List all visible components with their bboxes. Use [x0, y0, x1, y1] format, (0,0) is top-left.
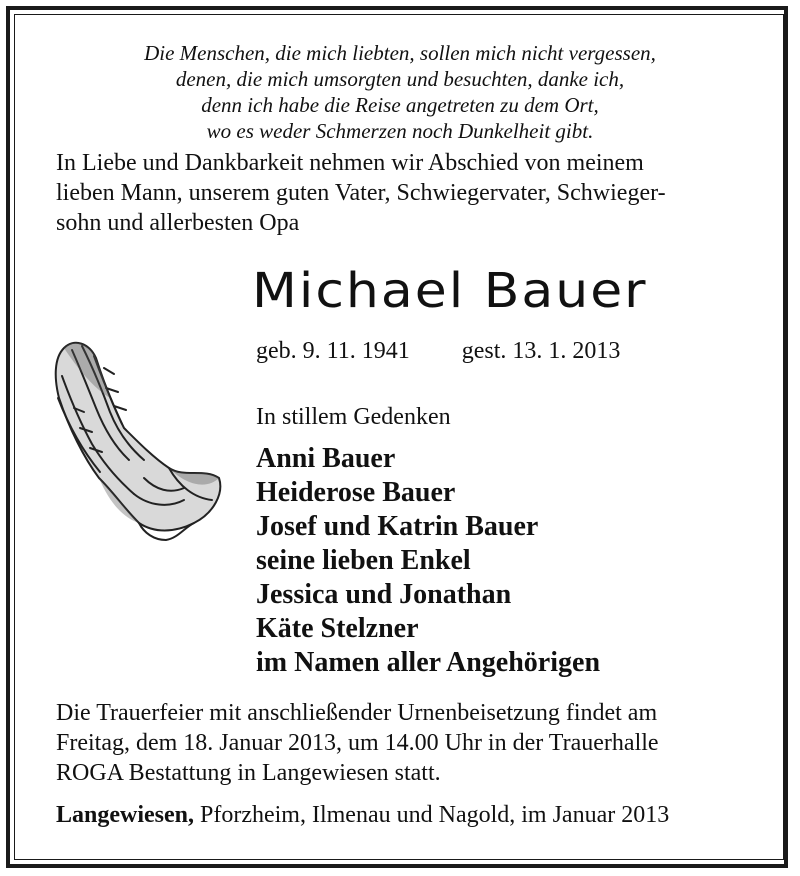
intro-line: In Liebe und Dankbarkeit nehmen wir Abschied von meinem [56, 150, 644, 176]
remembrance-line: In stillem Gedenken [256, 404, 451, 430]
service-line: ROGA Bestattung in Langewiesen statt. [56, 760, 441, 786]
mourner: seine lieben Enkel [256, 545, 471, 576]
life-dates [256, 336, 620, 366]
mourners-list [256, 442, 600, 680]
intro-text [56, 148, 756, 238]
mourner: im Namen aller Angehörigen [256, 647, 601, 678]
poem [0, 40, 800, 144]
mourner: Heiderose Bauer [256, 477, 456, 508]
praying-hands-icon [44, 328, 234, 548]
death-date: gest. 13. 1. 2013 [461, 338, 621, 364]
poem-line: denn ich habe die Reise angetreten zu dem Ort, [201, 93, 599, 117]
mourner: Anni Bauer [256, 443, 396, 474]
poem-line: wo es weder Schmerzen noch Dunkelheit gibt. [206, 119, 594, 143]
closing-place: Langewiesen, [56, 802, 194, 828]
poem-line: denen, die mich umsorgten und besuchten, danke ich, [175, 67, 625, 91]
service-line: Die Trauerfeier mit anschließender Urnenbeisetzung findet am [56, 700, 658, 726]
closing-line [56, 800, 669, 830]
birth-date: geb. 9. 11. 1941 [256, 338, 410, 364]
mourner: Josef und Katrin Bauer [256, 511, 539, 542]
closing-rest: Pforzheim, Ilmenau und Nagold, im Januar 2013 [194, 802, 670, 828]
deceased-name: Michael Bauer [252, 264, 648, 320]
intro-line: lieben Mann, unserem guten Vater, Schwiegervater, Schwieger- [56, 180, 666, 206]
service-info [56, 698, 756, 788]
intro-line: sohn und allerbesten Opa [56, 210, 300, 236]
poem-line: Die Menschen, die mich liebten, sollen mich nicht vergessen, [144, 41, 656, 65]
mourner: Käte Stelzner [256, 613, 419, 644]
mourner: Jessica und Jonathan [256, 579, 512, 610]
service-line: Freitag, dem 18. Januar 2013, um 14.00 Uhr in der Trauerhalle [56, 730, 659, 756]
